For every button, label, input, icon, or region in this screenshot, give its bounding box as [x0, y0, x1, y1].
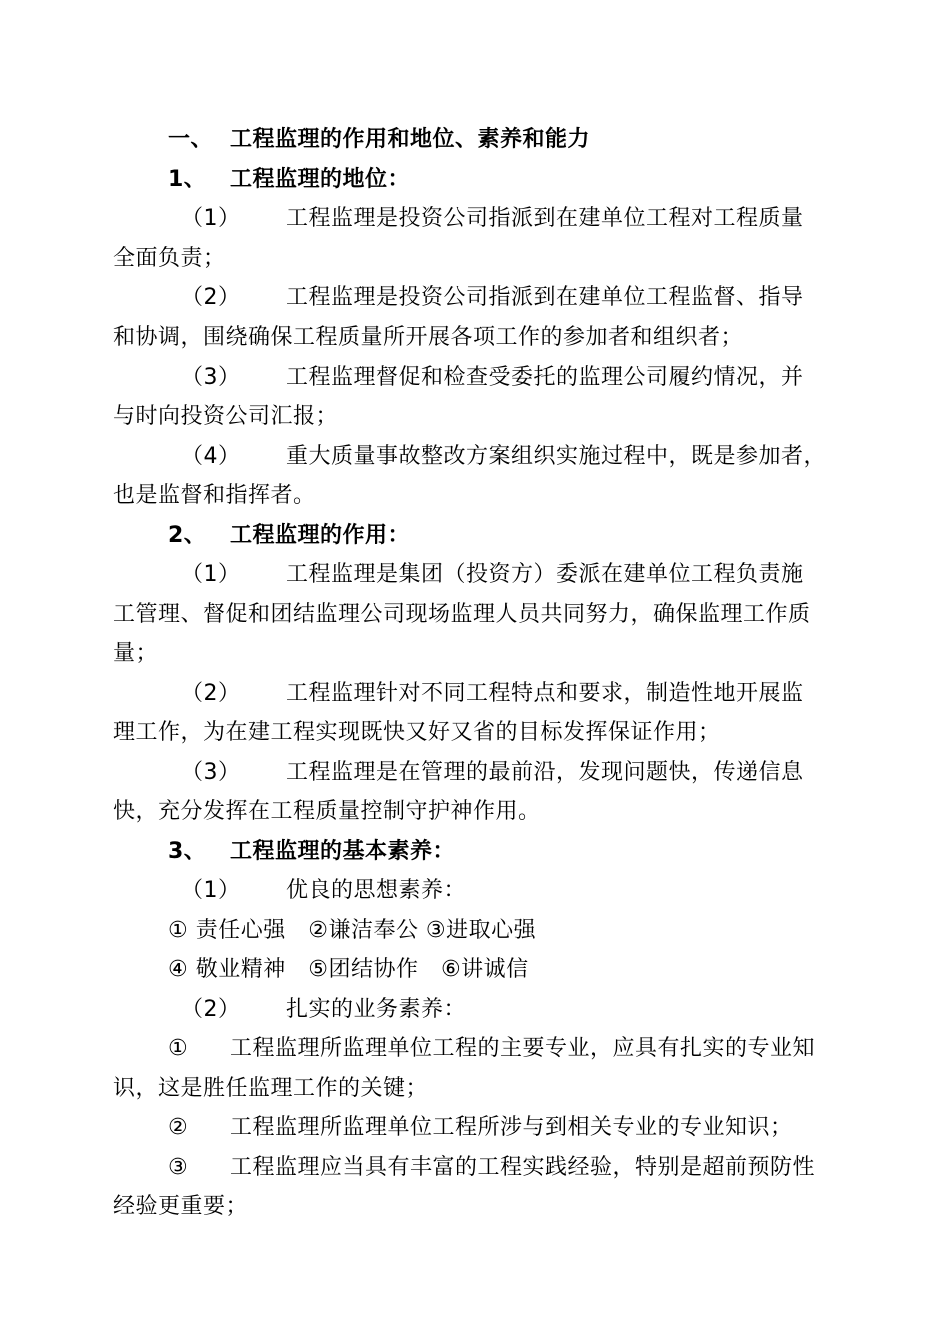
paragraph-line [113, 1035, 873, 1063]
item-text: 扎实的业务素养： [286, 997, 467, 1022]
paragraph-line [113, 205, 873, 233]
paragraph-line [113, 1114, 873, 1142]
virtue-list-text: ④ 敬业精神 ⑤团结协作 ⑥讲诚信 [168, 957, 529, 982]
subsection-heading [113, 166, 873, 194]
item-number: （1） [181, 562, 241, 587]
item-text: 工程监理应当具有丰富的工程实践经验，特别是超前预防性 [230, 1155, 816, 1180]
subsection-number: 1、 [168, 167, 207, 192]
paragraph-line: 与时向投资公司汇报； [113, 404, 339, 429]
paragraph-line: 量； [113, 641, 159, 666]
paragraph-line: 工管理、督促和团结监理公司现场监理人员共同努力，确保监理工作质 [113, 602, 811, 627]
item-number: （3） [181, 365, 241, 390]
item-text: 工程监理所监理单位工程所涉与到相关专业的专业知识； [230, 1115, 793, 1140]
paragraph-line [113, 680, 873, 708]
section-title: 工程监理的作用和地位、素养和能力 [230, 127, 591, 152]
subsection-number: 3、 [168, 839, 207, 864]
item-text: 工程监理是投资公司指派到在建单位工程对工程质量 [286, 206, 804, 231]
item-number: （1） [181, 878, 241, 903]
item-text: 工程监理督促和检查受委托的监理公司履约情况，并 [286, 365, 804, 390]
item-number: （4） [181, 444, 241, 469]
item-text: 工程监理所监理单位工程的主要专业，应具有扎实的专业知 [230, 1036, 816, 1061]
circled-number: ① [168, 1036, 189, 1061]
virtue-list-row [113, 956, 873, 984]
paragraph-line: 经验更重要； [113, 1194, 249, 1219]
section-heading [113, 126, 873, 154]
paragraph-line [113, 877, 873, 905]
item-number: （1） [181, 206, 241, 231]
paragraph-line: 理工作，为在建工程实现既快又好又省的目标发挥保证作用； [113, 720, 721, 745]
paragraph-line [113, 561, 873, 589]
item-number: （2） [181, 285, 241, 310]
item-text: 工程监理是投资公司指派到在建单位工程监督、指导 [286, 285, 804, 310]
circled-number: ③ [168, 1155, 189, 1180]
subsection-heading [113, 522, 873, 550]
item-text: 工程监理是在管理的最前沿，发现问题快，传递信息 [286, 760, 804, 785]
paragraph-line [113, 759, 873, 787]
item-number: （3） [181, 760, 241, 785]
paragraph-line [113, 364, 873, 392]
item-number: （2） [181, 997, 241, 1022]
circled-number: ② [168, 1115, 189, 1140]
item-number: （2） [181, 681, 241, 706]
paragraph-line: 识，这是胜任监理工作的关键； [113, 1076, 429, 1101]
item-text: 优良的思想素养： [286, 878, 467, 903]
item-text: 工程监理针对不同工程特点和要求，制造性地开展监 [286, 681, 804, 706]
subsection-title: 工程监理的作用： [230, 523, 411, 548]
virtue-list-text: ① 责任心强 ②谦洁奉公 ③进取心强 [168, 918, 537, 943]
item-text: 工程监理是集团（投资方）委派在建单位工程负责施 [286, 562, 804, 587]
paragraph-line: 快，充分发挥在工程质量控制守护神作用。 [113, 799, 541, 824]
section-number: 一、 [168, 127, 214, 152]
paragraph-line: 也是监督和指挥者。 [113, 483, 316, 508]
paragraph-line [113, 284, 873, 312]
paragraph-line [113, 1154, 873, 1182]
paragraph-line [113, 443, 873, 471]
paragraph-line: 和协调，围绕确保工程质量所开展各项工作的参加者和组织者； [113, 325, 744, 350]
subsection-title: 工程监理的基本素养： [230, 839, 456, 864]
subsection-heading [113, 838, 873, 866]
paragraph-line: 全面负责； [113, 246, 226, 271]
virtue-list-row [113, 917, 873, 945]
item-text: 重大质量事故整改方案组织实施过程中，既是参加者， [286, 444, 827, 469]
subsection-number: 2、 [168, 523, 207, 548]
subsection-title: 工程监理的地位： [230, 167, 411, 192]
paragraph-line [113, 996, 873, 1024]
